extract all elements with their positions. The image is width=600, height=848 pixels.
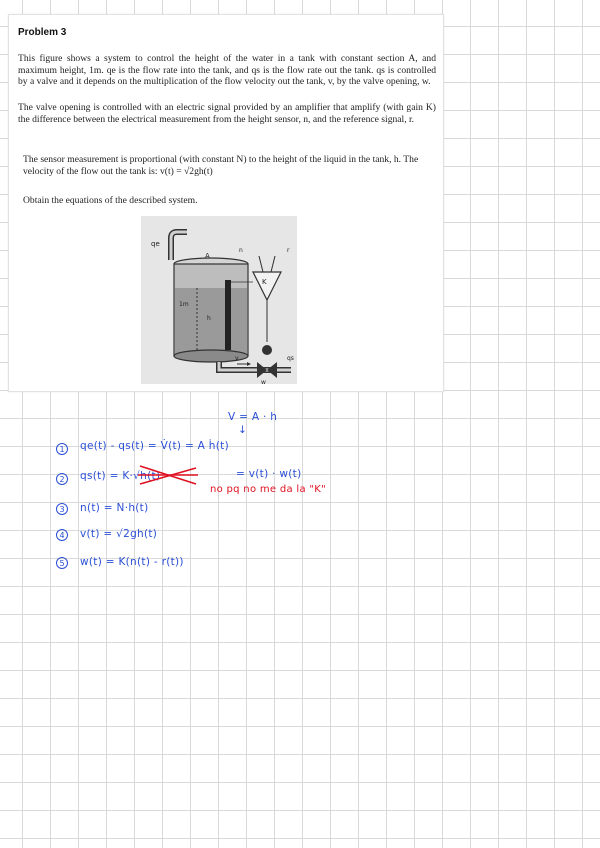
label-r: r [287, 247, 290, 254]
label-K: K [262, 278, 267, 286]
note-volume: V = A · h [228, 411, 278, 423]
equation-5: w(t) = K(n(t) - r(t)) [80, 556, 184, 568]
equation-4: v(t) = √2gh(t) [80, 528, 158, 540]
label-h: h [207, 315, 211, 322]
equation-2-comment: no pq no me da la "K" [210, 484, 327, 495]
equation-1: qe(t) - qs(t) = V̇(t) = A ḣ(t) [80, 440, 229, 452]
label-A: A [205, 252, 210, 260]
label-qe: qe [151, 240, 160, 248]
label-n: n [239, 247, 243, 254]
note-number-5: 5 [56, 557, 68, 569]
strikeout-mark [138, 462, 200, 488]
problem-paragraph-2: The valve opening is controlled with an electric signal provided by an amplifier that amplify (with gain K) the difference between the electrical measurement from the height sensor, n, and the reference signal, r. [18, 102, 436, 125]
problem-paragraph-1: This figure shows a system to control the height of the water in a tank with constant section A, and maximum height, 1m. qe is the flow rate into the tank, and qs is the flow rate out the tank. qs is controlled by a valve and it depends on the multiplication of the flow velocity out the tank, v, by the valve opening, w. [18, 53, 436, 88]
note-number-2: 2 [56, 473, 68, 485]
label-height: 1m [179, 301, 189, 308]
label-w: w [261, 379, 266, 384]
problem-title: Problem 3 [18, 27, 67, 38]
equation-2-alt: = v(t) · w(t) [236, 468, 302, 480]
equation-3: n(t) = N·h(t) [80, 502, 149, 514]
note-number-1: 1 [56, 443, 68, 455]
problem-paragraph-3: The sensor measurement is proportional (with constant N) to the height of the liquid in the tank, h. The velocity of the flow out the tank is: v(t) = √2gh(t) [23, 154, 419, 177]
label-qs: qs [287, 355, 294, 362]
equation-2: qs(t) = K·√h(t) [80, 470, 161, 482]
note-number-3: 3 [56, 503, 68, 515]
note-arrow: ↓ [238, 424, 248, 436]
tank-system-figure [141, 216, 297, 384]
note-number-4: 4 [56, 529, 68, 541]
label-v: v [235, 355, 239, 362]
problem-paragraph-4: Obtain the equations of the described system. [23, 195, 198, 206]
